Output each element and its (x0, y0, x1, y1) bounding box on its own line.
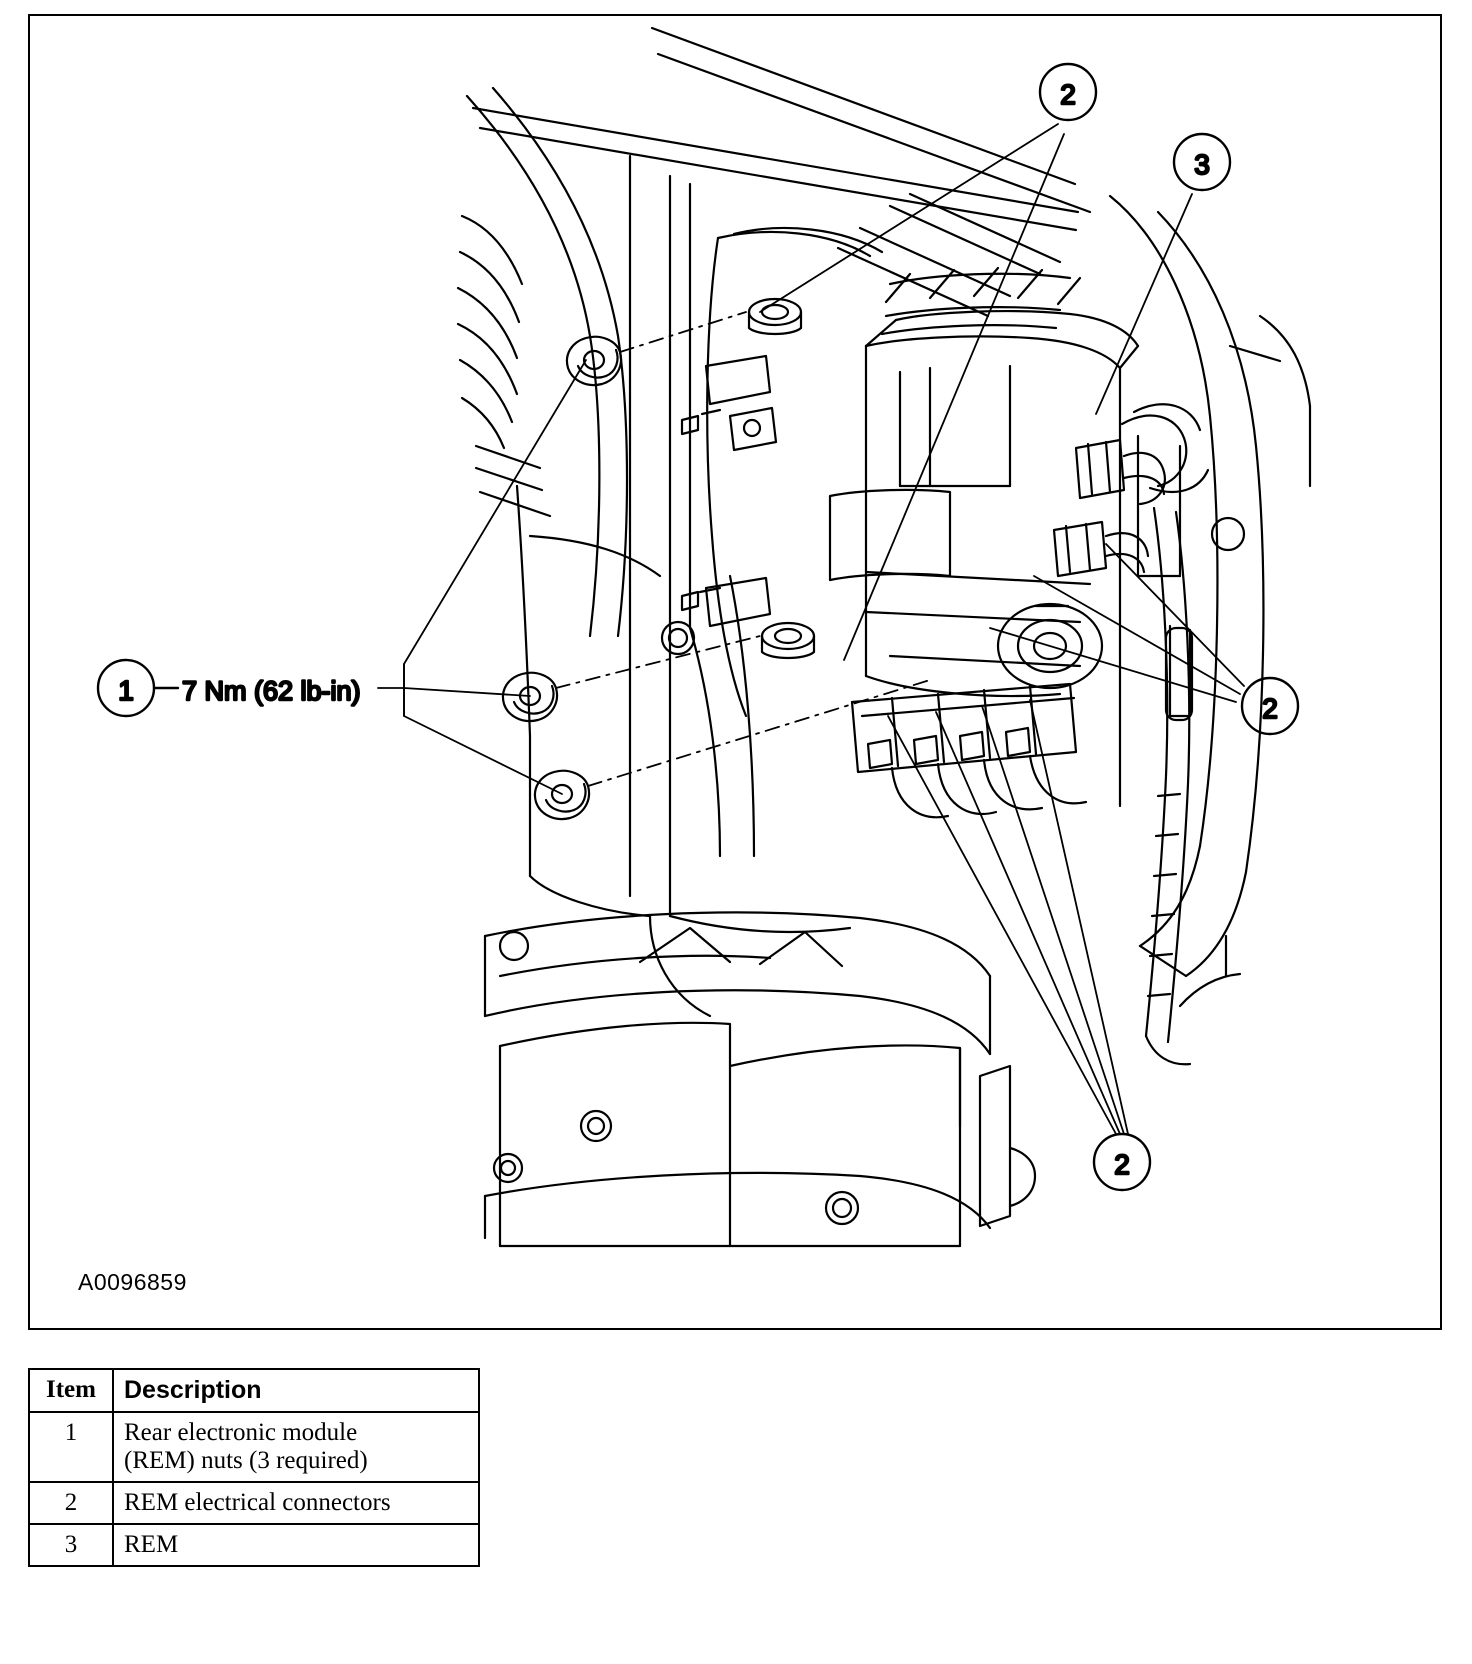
legend-header-item: Item (29, 1369, 113, 1412)
callout-2-right (1242, 678, 1298, 734)
legend-item-description (113, 1412, 479, 1482)
callout-2-bottom (1094, 1134, 1150, 1190)
callout-1-torque (98, 660, 361, 716)
legend-header-description: Description (113, 1369, 479, 1412)
callout-2-bottom-number: 2 (1114, 1149, 1130, 1180)
table-row (29, 1482, 479, 1524)
rem-nuts (503, 337, 621, 819)
callout-2-top-number: 2 (1060, 79, 1076, 110)
callout-bubbles (98, 64, 1298, 1190)
legend-table (28, 1368, 480, 1567)
figure-id-label: A0096859 (78, 1269, 187, 1295)
callout-2-right-number: 2 (1262, 693, 1278, 724)
callout-1-number: 1 (118, 675, 134, 706)
callout-2-top (1040, 64, 1096, 120)
nut-3 (535, 771, 589, 819)
callout-3-number: 3 (1194, 149, 1210, 180)
nut-2 (503, 673, 557, 721)
legend-item-number: 1 (29, 1412, 113, 1482)
callout-3-rem (1174, 134, 1230, 190)
legend-header-row (29, 1369, 479, 1412)
table-row (29, 1412, 479, 1482)
legend-item-number: 2 (29, 1482, 113, 1524)
torque-label: 7 Nm (62 lb-in) (182, 676, 361, 706)
rem-mounting-studs (749, 299, 814, 658)
rem-location-illustration (30, 16, 1440, 1328)
legend-item-description: REM electrical connectors (113, 1482, 479, 1524)
figure-panel (28, 14, 1442, 1330)
legend-item-number: 3 (29, 1524, 113, 1566)
legend-description-line-1: Rear electronic module (124, 1419, 358, 1446)
legend-item-description: REM (113, 1524, 479, 1566)
legend-description-line-2: (REM) nuts (3 required) (124, 1447, 368, 1474)
table-row (29, 1524, 479, 1566)
